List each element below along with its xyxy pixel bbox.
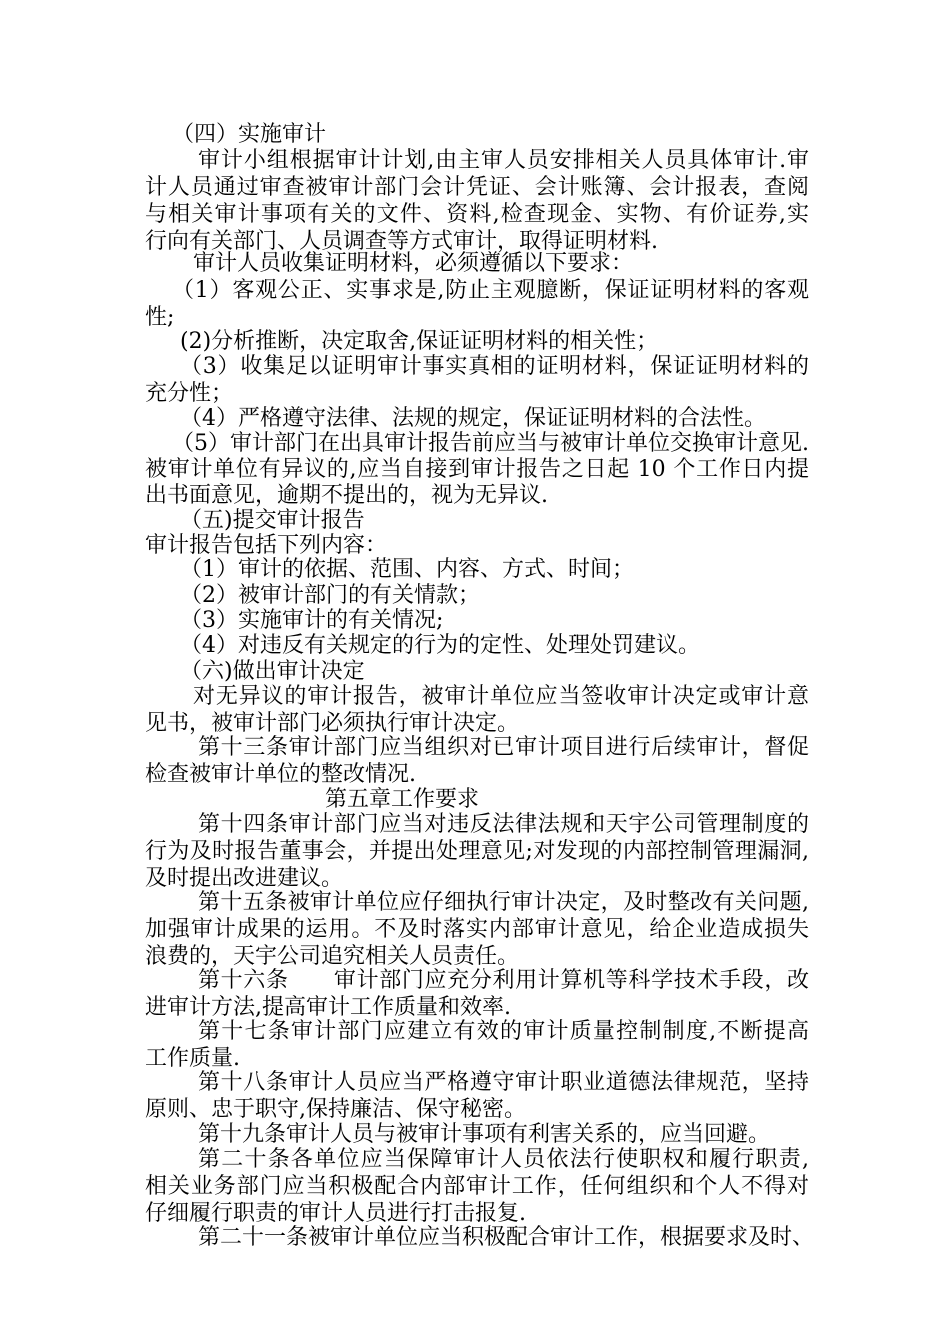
paragraph-line: 第二十条各单位应当保障审计人员依法行使职权和履行职责,	[198, 1147, 809, 1172]
paragraph-line: 审计报告包括下列内容：	[145, 533, 388, 558]
paragraph-line: 第十四条审计部门应当对违反法律法规和天宇公司管理制度的	[198, 812, 809, 837]
list-item-continuation: 出书面意见，逾期不提出的，视为无异议.	[145, 483, 548, 508]
paragraph-line: 第二十一条被审计单位应当积极配合审计工作，根据要求及时、	[198, 1225, 815, 1250]
list-item: （5）审计部门在出具审计报告前应当与被审计单位交换审计意见.	[172, 431, 809, 456]
paragraph-line: 审计小组根据审计计划,由主审人员安排相关人员具体审计.审	[198, 148, 809, 173]
list-item-continuation: 性;	[145, 305, 175, 330]
paragraph-line: 第十九条审计人员与被审计事项有利害关系的，应当回避。	[198, 1122, 771, 1147]
paragraph-line: 行为及时报告董事会，并提出处理意见;对发现的内部控制管理漏洞,	[145, 839, 809, 864]
paragraph-line: 工作质量.	[145, 1046, 240, 1071]
list-item: （3）实施审计的有关情况;	[180, 608, 444, 633]
heading-implement-audit: （四）实施审计	[172, 122, 327, 147]
heading-audit-decision: （六)做出审计决定	[180, 659, 365, 684]
chapter-heading: 第五章工作要求	[325, 787, 480, 812]
list-item: （4）对违反有关规定的行为的定性、处理处罚建议。	[180, 633, 700, 658]
paragraph-line: 第十六条 审计部门应充分利用计算机等科学技术手段，改	[198, 968, 809, 993]
paragraph-line: 行向有关部门、人员调查等方式审计，取得证明材料.	[145, 229, 658, 254]
paragraph-line: 浪费的，天宇公司追究相关人员责任。	[145, 944, 520, 969]
paragraph-line: 及时提出改进建议。	[145, 866, 344, 891]
heading-submit-report: （五)提交审计报告	[180, 508, 365, 533]
list-item-continuation: 被审计单位有异议的,应当自接到审计报告之日起 10 个工作日内提	[145, 457, 809, 482]
paragraph-line: 第十五条被审计单位应仔细执行审计决定，及时整改有关问题,	[198, 890, 809, 915]
paragraph-line: 第十七条审计部门应建立有效的审计质量控制制度,不断提高	[198, 1019, 809, 1044]
paragraph-line: 相关业务部门应当积极配合内部审计工作，任何组织和个人不得对	[145, 1174, 809, 1199]
paragraph-line: 与相关审计事项有关的文件、资料,检查现金、实物、有价证券,实	[145, 202, 809, 227]
paragraph-line: 加强审计成果的运用。不及时落实内部审计意见，给企业造成损失	[145, 917, 809, 942]
paragraph-line: 第十三条审计部门应当组织对已审计项目进行后续审计，督促	[198, 735, 809, 760]
list-item: （1）客观公正、实事求是,防止主观臆断，保证证明材料的客观	[172, 278, 809, 303]
list-item: (2)分析推断，决定取舍,保证证明材料的相关性；	[180, 329, 659, 354]
paragraph-line: 进审计方法,提高审计工作质量和效率.	[145, 995, 511, 1020]
list-item: （4）严格遵守法律、法规的规定，保证证明材料的合法性。	[180, 406, 766, 431]
list-item: （3）收集足以证明审计事实真相的证明材料，保证证明材料的	[180, 354, 809, 379]
paragraph-line: 第十八条审计人员应当严格遵守审计职业道德法律规范，坚持	[198, 1070, 809, 1095]
paragraph-line: 检查被审计单位的整改情况.	[145, 762, 416, 787]
paragraph-line: 原则、忠于职守,保持廉洁、保守秘密。	[145, 1097, 526, 1122]
paragraph-line: 仔细履行职责的审计人员进行打击报复.	[145, 1201, 526, 1226]
list-item: （2）被审计部门的有关情款；	[180, 583, 480, 608]
paragraph-line: 对无异议的审计报告，被审计单位应当签收审计决定或审计意	[193, 684, 809, 709]
list-item-continuation: 充分性；	[145, 381, 234, 406]
list-item: （1）审计的依据、范围、内容、方式、时间；	[180, 557, 634, 582]
paragraph-line: 见书，被审计部门必须执行审计决定。	[145, 711, 520, 736]
paragraph-line: 计人员通过审查被审计部门会计凭证、会计账簿、会计报表，查阅	[145, 175, 809, 200]
paragraph-line: 审计人员收集证明材料，必须遵循以下要求：	[193, 251, 634, 276]
